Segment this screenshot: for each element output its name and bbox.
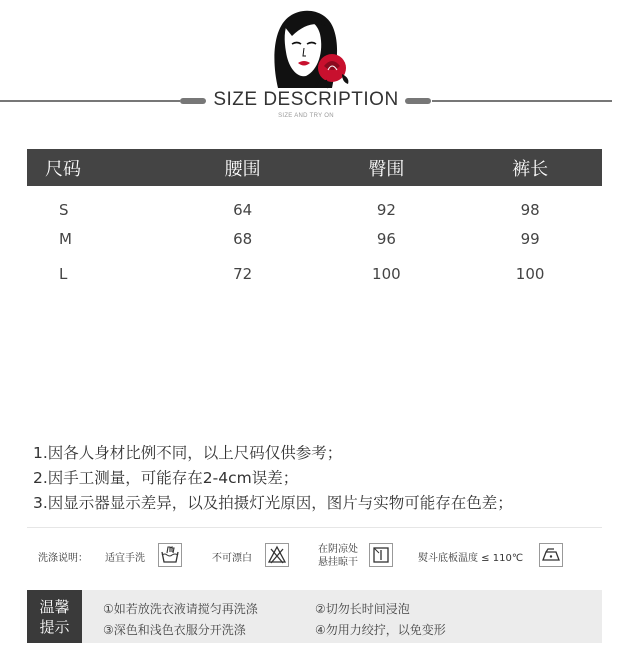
care-hand-wash-label: 适宜手洗	[105, 553, 145, 564]
tips-label	[27, 590, 82, 643]
title-pill-right	[405, 98, 431, 104]
cell-waist: 68	[233, 229, 253, 248]
tips-label-line1: 温馨	[39, 598, 70, 616]
header-size: 尺码	[27, 149, 171, 186]
note-line: 2.因手工测量，可能存在2-4cm误差；	[33, 469, 299, 487]
care-hang-dry-line1: 在阴凉处	[318, 544, 358, 555]
title-pill-left	[180, 98, 206, 104]
header-length: 裤长	[458, 149, 602, 186]
tips-label-line2: 提示	[39, 618, 70, 636]
title-rule-right	[432, 100, 612, 102]
page-subtitle: SIZE AND TRY ON	[278, 113, 334, 119]
size-table-header-row	[27, 149, 602, 186]
cell-hip: 92	[376, 200, 396, 219]
hand-wash-icon	[158, 543, 182, 567]
cell-waist: 72	[233, 264, 253, 283]
woman-with-rose-illustration	[270, 8, 356, 90]
no-bleach-icon	[265, 543, 289, 567]
iron-low-icon	[539, 543, 563, 567]
cell-hip: 100	[372, 264, 401, 283]
care-no-bleach-label: 不可漂白	[212, 553, 252, 564]
care-hang-dry-label	[318, 543, 358, 569]
cell-hip: 96	[376, 229, 396, 248]
cell-size: M	[59, 229, 72, 248]
cell-size: L	[59, 264, 68, 283]
header-waist: 腰围	[171, 149, 315, 186]
notes	[33, 441, 603, 516]
note-line: 1.因各人身材比例不同，以上尺码仅供参考；	[33, 444, 343, 462]
table-row	[27, 256, 602, 291]
care-label: 洗涤说明：	[38, 553, 88, 564]
cell-length: 99	[520, 229, 540, 248]
cell-waist: 64	[233, 200, 253, 219]
cell-size: S	[59, 200, 69, 219]
page-title: SIZE DESCRIPTION	[213, 89, 399, 110]
tip-item: ①如若放洗衣液请搅匀再洗涤	[103, 602, 258, 616]
cell-length: 100	[515, 264, 545, 283]
tip-item: ④勿用力绞拧，以免变形	[315, 623, 446, 637]
tip-item: ③深色和浅色衣服分开洗涤	[103, 623, 246, 637]
section-divider	[27, 527, 602, 528]
table-row	[27, 186, 602, 221]
hang-dry-shade-icon	[369, 543, 393, 567]
cell-length: 98	[520, 200, 540, 219]
note-line: 3.因显示器显示差异，以及拍摄灯光原因，图片与实物可能存在色差；	[33, 494, 513, 512]
care-hang-dry-line2: 悬挂晾干	[318, 557, 358, 568]
tip-item: ②切勿长时间浸泡	[315, 602, 410, 616]
title-rule-left	[0, 100, 180, 102]
header-hip: 臀围	[315, 149, 459, 186]
size-table	[27, 149, 602, 291]
care-iron-label: 熨斗底板温度 ≤ 110℃	[418, 553, 524, 564]
table-row	[27, 221, 602, 256]
